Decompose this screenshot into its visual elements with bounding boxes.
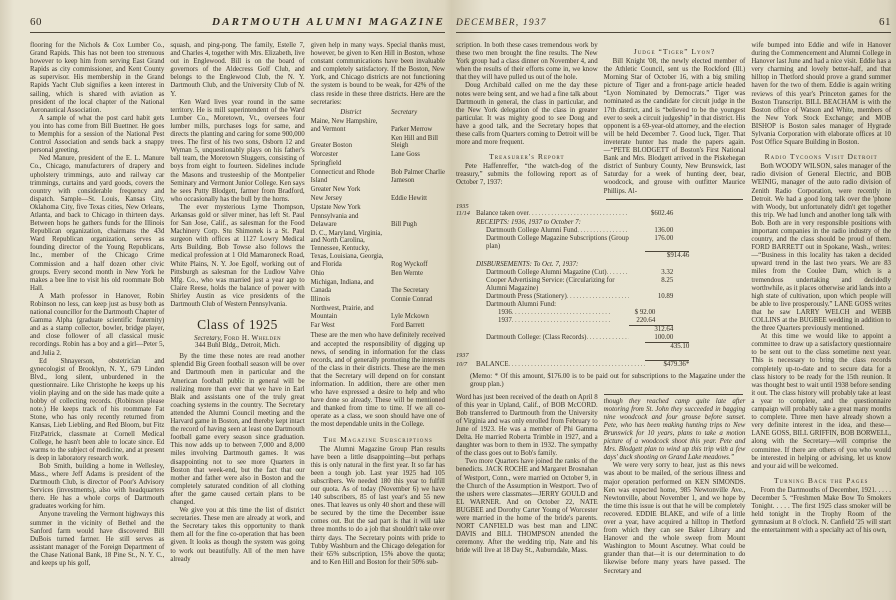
turning-back-pages-heading: Turning Back the Pages — [773, 475, 869, 485]
directory-header — [311, 109, 445, 116]
district-secretary-table — [311, 109, 445, 330]
table-row: Ohio Ben Wernte — [310, 270, 423, 278]
magazine-title: DARTMOUTH ALUMNI MAGAZINE — [211, 16, 445, 28]
class-secretary-line: Secretary, Ford H. Whelden — [194, 334, 281, 343]
paragraph: Anyone traveling the Vermont highways this summer in the vicinity of Bethel and the Sanford farm would have discovered Bill DuBois turned farmer. He still serves as assistant manager of the Foreign Department of the Chase National Bank, 18 Pine St., N. Y. C., and keeps up his golf, — [30, 511, 165, 567]
paragraph: scription. In both these cases tremendous work by these two men brought the fine results. The New York group had a class dinner on November 4, and when the results of their efforts come in, we know that they will have pulled us out of the hole. — [456, 42, 598, 82]
ledger-row: 11/14 Balance taken over ..... $602.46 — [456, 210, 689, 218]
right-page-header — [456, 16, 891, 33]
table-row: Greater New York — [310, 186, 361, 193]
dotted-leader — [509, 361, 646, 369]
table-row: Greater Boston Ken Hill and Bill Sleigh — [310, 134, 438, 150]
paragraph: We were very sorry to hear, just as this news was about to be mailed, of the serious illness and major operation performed on KEN SIMONDS. Ken was expected home, 985 Newtonville Ave., Newtonville, about November 1, and we hope by the time this issue is out that he will be completely recovered. EDDIE BLAKE, and wife of a little over a year, have acquired a hilltop in Thetford from which they can see Baker Library and Hanover and the whole sweep from Mount Washington to Mount Ascutney. What could be grander than that—it is our determination to do likewise before many years have passed. The Secretary and — [603, 462, 746, 575]
ledger-row: 1937 ..... 220.64 — [456, 317, 689, 325]
paragraph: These are the men who have definitely received and accepted the responsibility of digging up news, of sending in information for the class records, and of generally promoting the interests of the class in their districts. These are the men that the Secretary will depend on for constant information. In addition, there are other men who have expressed a desire to help and who have done so already. These will be mentioned and thanked from time to time. If we all co-operate as a class, we soon should have one of the most dependable units in the College. — [310, 332, 445, 429]
paragraph: A Math professor in Hanover, Robin Robinson no less, can keep just as busy both as national councillor for the Dartmouth Chapter of Gamma Alpha (graduate scientific fraternity) and as a stamp collector, bowler, bridge player, and close follower of all classical music recordings. Robin has a boy and a girl—Peter 5, and Julia 2. — [30, 292, 165, 357]
table-row: Springfield — [310, 160, 342, 168]
ledger-row: Dartmouth College Alumni Magazine (Cut) ..... 3.32 — [456, 269, 689, 277]
table-row: Michigan, Indiana, and Canada The Secretary — [310, 278, 429, 294]
paragraph: From the Dartmouths of December, 1921. . . . . December 5. “Freshmen Make Bow To Smokers Tonight. . . . . The first 1925 class smoker will be held tonight in the Trophy Room of the gymnasium at 8 o'clock. N. Canfield '25 will start the entertainment with a specialty act of his own, — [751, 486, 892, 535]
radio-tycoons-heading: Radio Tycoons Visit Detroit — [764, 152, 878, 162]
right-page-number: 61 — [879, 16, 891, 28]
ledger-year: 1937 — [456, 352, 469, 360]
paragraph: Both WOODY WILSON, sales manager of the radio division of General Electric, and BOB WEINIG, manager of the auto radio division of Zenith Radio Corporation, were recently in Detroit. We had a good long talk over the 'phone with Woody, but unfortunately didn't get together this trip. We had lunch and another long talk with Bob. Both are in very responsible positions with important companies in the radio industry of the country, and the class should be proud of them. FORD BARRETT out in Spokane, Wash., writes:—“Business in this locality has taken a decided upward trend in the last two years. We are 83 miles from the Coulee Dam, which is a tremendous undertaking and decidedly worthwhile, as it places otherwise arid lands into a high state of cultivation, upon which people will be able to live prosperously.” LANE GOSS writes that he saw LARRY WELCH and WEBB COLLINS at the BUGBEE wedding in addition to the three Quarters previously mentioned. — [751, 163, 891, 333]
paragraph: Doug Archibald called on me the day these notes were being sent, and we had a fine talk about Dartmouth in general, the class in particular, and the New York delegation of the class in greater particular. It was mighty good to see Doug and have a good talk, and the Secretary hopes that these calls from Quarters coming to Detroit will be more and more frequent. — [456, 82, 598, 147]
paragraph: though they reached camp quite late after motoring from St. John they succeeded in bagging nine woodcock and four grouse before sunset. Pete, who has been making hunting trips to New Brunswick for 10 years, plans to take a motion picture of a woodcock shoot this year. Pete and Mrs. Blodgett plan to wind up this trip with a few days' duck shooting on Grand Lake meadows.” — [603, 397, 746, 462]
page-61 — [448, 0, 896, 600]
left-column-1 — [30, 42, 164, 568]
table-row: Northwest, Prairie, and Mountain Lyle Mckown — [310, 304, 429, 320]
paragraph: The ever mysterious Lyme Thompson, Arkansas gold or silver miner, has left St. Paul for San Jose, Calif., as salesman for the Food Machinery Corp. Stu Shimonek is a St. Paul surgeon with offices at 1127 Lowry Medical Arts Building. Bob Towse also follows the medical profession at 1 Old Mamaroneck Road, White Plains, N. Y. Joe Egolf, working out of Pittsburgh as salesman for the Ludlow Valve Mfg. Co., who was married just a year ago to Claire Reese, holds the balance of power with Shirley Austin as vice presidents of the Dartmouth Club of Western Pennsylvania. — [170, 203, 305, 308]
table-row: Connecticut and Rhode Island Bob Palmer Charlie Jameson — [310, 169, 445, 185]
paragraph: A sample of what the post card habit gets you into has come from Bill Buettner. He goes to Memphis for a session of the National Pest Control Association and sends back a snappy personal greeting. — [30, 114, 165, 155]
dotted-leader — [567, 293, 630, 301]
right-column-2-top — [604, 42, 746, 196]
table-row: Far West Ford Barrett — [310, 321, 425, 329]
right-main-area — [456, 42, 745, 576]
dotted-leader — [529, 210, 630, 218]
paragraph: wife bumped into Eddie and wife in Hanover during the Commencement and Alumni College in Hanover last June and had a nice visit. Eddie has a very charming and lovely better-half, and that hilltop in Thetford should prove a grand summer haven for the two of them. Eddie is again writing reviews of this year's Princeton games for the Boston Transcript. BILL BEACHAM is with the Boston office of Watson and White, members of the New York Stock Exchange; and MOB BISHOP is Boston sales manager of Hygrade Sylvania Corporation with elaborate offices at 10 Post Office Square Building in Boston. — [751, 42, 891, 147]
right-column-1-top — [456, 42, 598, 196]
district-column-header: District — [340, 108, 362, 116]
ledger-bottom-rule — [604, 394, 744, 395]
dotted-leader — [512, 309, 612, 317]
ledger-row: Cooper Advertising Service: (Circularizing for Alumni Magazine) 8.25 — [486, 277, 674, 293]
table-row: D. C., Maryland, Virginia, and North Carolina, Tennessee, Kentucky, Texas, Louisiana, Georgia, and Florida Rog Wyckoff — [310, 229, 428, 269]
paragraph: given help in many ways. Special thanks must, however, be given to Ken Hill in Boston, whose constant communications have been invaluable and completely satisfactory. If the Boston, New York, and Chicago districts are not functioning the system is bound to be weak, for 42% of the class reside in these three districts. Here are the secretaries: — [310, 42, 445, 106]
ledger-top-rule — [606, 199, 743, 200]
paragraph: Ned Manure, president of the E. L. Manure Co., Chicago, manufacturers of drapery and upholstery trimmings, auto and railway car trimmings, curtains and yard goods, covers the country with considerable frequency and dispatch. Sample—St. Louis, Kansas City, Oklahoma City, five Texas cities, New Orleans, Atlanta, and back to Chicago in thirteen days. Between hops he gathers funds for the Illinois Republican organization, chairmans the 43d Ward Republican organization, serves as founding director of the Young Republicans, Inc., member of the Chicago Crime Commission and a half dozen other civic groups. Every second month in New York he makes a bee line to visit his old roommate Bob Hall. — [30, 155, 165, 292]
paragraph: The Alumni Magazine Group Plan results have been a little disappointing—but perhaps this is only natural in the first year. It so far has been a tough job. Last year 1925 had 105 subscribers. We needed 180 this year to fulfill our quota. As of today (November 6) we have 140 subscribers, 85 of last year's and 55 new ones. That leaves us only 40 short and these will be secured by the time the December issue comes out. But the sad part is that it will take three months to do a job that shouldn't take over thirty days. The Secretary points with pride to Tubby Washburn and the Chicago delegation for their 65% subscription, 15% above the quota; and to Ken Hill and Boston for their 50% sub- — [310, 445, 445, 566]
magazine-subscriptions-heading: The Magazine Subscriptions — [322, 434, 433, 444]
left-column-2 — [170, 42, 304, 568]
table-row: Pennsylvania and Delaware Bill Pugh — [310, 212, 417, 228]
ledger-row: Dartmouth College Alumni Fund ..... 136.00 — [456, 227, 689, 235]
receipts-heading: RECEIPTS: 1936, 1937 to October 7: — [476, 219, 581, 227]
table-row: Worcester Lane Goss — [310, 151, 420, 159]
disbursements-heading: DISBURSEMENTS: To Oct. 7, 1937: — [476, 261, 579, 269]
issue-date: DECEMBER, 1937 — [456, 18, 547, 28]
ledger-row: Dartmouth College: (Class Records) ..... 100.00 — [456, 334, 689, 342]
paragraph: Bill Knight '08, the newly elected member of the Athletic Council, sent us the Rockford (Ill.) Morning Star of October 16, with a big smiling picture of Tiger and a front-page article headed “Lyon Nominated by Democrats.” Tiger was nominated as the candidate for circuit judge in the 17th district, and is “believed to be the youngest ever to seek a circuit judgeship” in that district. His opponent is a 69-year-old attorney, and the election will be held December 7. Good luck, Tiger. That inveterate hunter has made the papers again. —“PETE BLODGETT of Boston's First National Bank and Mrs. Blodgett arrived in the Piskehegan district of Sunbury County, New Brunswick, last Saturday for a week of hunting deer, bear, woodcock, and grouse with outfitter Maurice Phillips. Al- — [603, 58, 746, 195]
paragraph: We give you at this time the list of district secretaries. These men are already at work, and the Secretary takes this opportunity to thank them all for the fine co-operation that has been given. It looks as though the system was going to work out beautifully. All of the men have already — [170, 507, 305, 563]
paragraph: Ed Shnayerson, obstetrician and gynecologist of Brooklyn, N. Y., 679 Linden Blvd., long silent, unburdened in the questionnaire. Like Christophe he keeps up his violin playing and on the side has made quite a hobby of collecting records. (Robinson please note.) He keeps track of his roommate Fat Stone, who has only recently returned from Kansas, Lieb Liebling, and Red Bloom, but Fitz FitzPatrick, classmate at Cornell Medical College, he hasn't been able to locate since. Ed warms to the subject of medicine, and at present is deep in laboratory research work. — [30, 357, 165, 462]
paragraph: Word has just been received of the death on April 8 of this year in Upland, Calif., of BOB McCORD. Bob transferred to Dartmouth from the University of Virginia and was only enrolled from February to June of 1923. He was a member of Phi Gamma Delta. He married Roberta Trimble in 1927, and a daughter was born to them in 1932. The sympathy of the class goes out to Bob's family. — [456, 393, 598, 458]
paragraph: Two more Quarters have joined the ranks of the benedicts. JACK ROCHE and Margaret Brosnahan of Westport, Conn., were married on October 9, in the Church of the Assumption in Westport. Two of the ushers were classmates—JERRY GOULD and EL WARNER. And on October 22, NATE BUGBEE and Dorothy Carter Young of Worcester were married in the home of the bride's parents. NORT CANFIELD was best man and LINC DAVIS and BILL THOMPSON attended the ceremony. After the wedding trip, Nate and his bride will live at 18 Day St., Auburndale, Mass. — [456, 458, 598, 555]
ledger-row: 10/7 BALANCE ..... $479.36* — [456, 360, 689, 369]
paragraph: At this time we would like to appoint a committee to draw up a satisfactory questionnaire to be sent out to the class sometime next year. This is necessary to bring the class records completely up-to-date and to secure data for a class history to be ready for the 15th reunion. It was thought best to wait until 1938 before sending it out. The class history will probably take at least a year to complete, and the questionnaire campaign will probably take a great many months to complete. Three men have already shown a very definite interest in the idea, and these—LANE GOSS, BILL GRIFFIN, BOB BORWELL, along with the Secretary—will comprise the committee. If there are others of you who would be interested in helping or advising, let us know and your aid will be welcomed. — [751, 333, 891, 470]
ledger-memo: (Memo: * Of this amount, $176.00 is to be paid out for subscriptions to the Magazine under the group plan.) — [470, 372, 746, 388]
treasurer-ledger — [456, 203, 745, 369]
ledger-row: Dartmouth Press (Stationery) ..... 10.89 — [456, 293, 689, 301]
secretary-column-header: Secretary — [390, 108, 418, 116]
class-of-1925-heading: Class of 1925 — [197, 317, 278, 333]
left-column-3 — [311, 42, 445, 568]
table-row: Upstate New York — [310, 203, 361, 211]
ledger-row: $914.46 — [456, 251, 689, 260]
table-row: Maine, New Hampshire, and Vermont Parker Merrow — [310, 117, 433, 133]
ledger-row: 1936 ..... $ 92.00 — [456, 309, 689, 317]
dotted-leader — [607, 269, 630, 277]
class-secretary-address: 344 Buhl Bldg., Detroit, Mich. — [195, 342, 280, 350]
right-column-2-bottom — [604, 394, 746, 576]
paragraph: squash, and ping-pong. The family, Estelle 7, and Charles 4, together with Mrs. Elizabeth, live out in Englewood. Bill is on the board of governors of the Aldecress Golf Club, and belongs to the Englewood Club, the N. Y. Dartmouth Club, and the University Club of N. Y. — [170, 42, 305, 98]
paragraph: Ken Ward lives year round in the same territory. He is mill superintendent of the Ward Lumber Co., Moretown, Vt., oversees four lumber mills, purchases logs for same, and directs the planting and caring for some 900,000 trees. The first of his two sons, Osborn 12 and Wyman 5, unquestionably plays on his father's ball team, the Moretown Sluggers, consisting of boys from eight to fourteen. Sidelines include the Masons and trusteeship of the Montpelier Seminary and Vermont Junior College. Ken says he sees Putty Blodgett, farmer from Bradford, who occasionally has the bull by the horns. — [170, 98, 305, 203]
dotted-leader — [512, 317, 612, 325]
dotted-leader — [577, 227, 629, 235]
treasurers-report-heading: Treasurer's Report — [489, 152, 565, 162]
ledger-year: 1935 — [456, 202, 469, 210]
table-row: Illinois Connie Conrad — [310, 295, 433, 303]
table-row: New Jersey Eddie Hewitt — [310, 194, 428, 202]
paragraph: By the time these notes are read another splendid Big Green football season will be over and Dartmouth men in particular and the American football public in general will be realizing more than ever that we have in Earl Blaik and assistants one of the truly great coaching systems in the country. The Secretary attended the Alumni Council meeting and the Harvard game in Boston, and thereby kept intact the record of having seen at least one Dartmouth football game every season since graduation. This now adds up to between 7,000 and 8,000 miles involving Dartmouth games. It was disappointing not to see more Quarters in Boston that week-end, but the fact that our mother and father were also in Boston and the completely saturated condition of all clothing after the game caused certain plans to be changed. — [170, 353, 305, 506]
right-column-1-bottom — [456, 394, 598, 576]
ledger-row: 312.64 — [456, 325, 689, 334]
paragraph: Bob Smith, building a home in Wellesley, Mass., where Jeff Adams is president of the Dartmouth Club, is director of Poor's Advisory Services (investments), also with headquarters there. He has a whole corps of Dartmouth graduates working for him. — [30, 462, 165, 511]
dotted-leader — [586, 334, 629, 342]
right-column-3 — [751, 42, 891, 576]
paragraph: flooring for the Nichols & Cox Lumber Co., Grand Rapids. This has not been too strenuous however to keep him from serving East Grand Rapids as city commissioner, and Kent County as supervisor. His membership in the Grand Rapids Yacht Club signifies a keen interest in sailing, which is shared with aviation as president of the local chapter of the National Aeronautical Association. — [30, 42, 165, 114]
judge-tiger-lyon-heading: Judge “Tiger” Lyon? — [633, 47, 716, 56]
ledger-row: 435.10 — [456, 342, 689, 351]
left-page-number: 60 — [30, 16, 42, 28]
ledger-row: Dartmouth College Magazine Subscriptions (Group plan) 176.00 — [486, 235, 674, 251]
ledger-row: Dartmouth Alumni Fund: — [486, 301, 557, 309]
paragraph: Pete Haffenreffer, “the watch-dog of the treasury,” submits the following report as of October 7, 1937: — [456, 163, 598, 187]
left-page-header — [30, 16, 445, 33]
